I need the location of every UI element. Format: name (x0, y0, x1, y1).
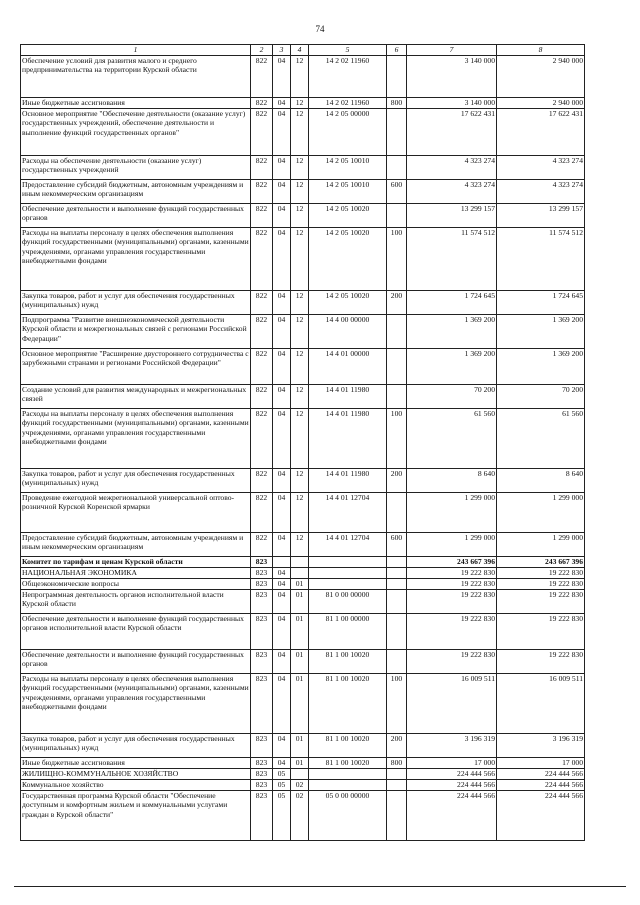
cell-target-article: 14 4 01 00000 (309, 349, 387, 385)
cell-expense-type (387, 385, 407, 409)
cell-subsection: 01 (291, 734, 309, 758)
cell-target-article: 14 2 05 00000 (309, 109, 387, 156)
cell-target-article: 14 2 05 10020 (309, 291, 387, 315)
cell-amount-year-1: 17 000 (407, 758, 497, 769)
cell-section: 04 (273, 568, 291, 579)
cell-section: 04 (273, 590, 291, 614)
cell-section: 04 (273, 493, 291, 533)
cell-subsection: 12 (291, 469, 309, 493)
cell-expense-type (387, 109, 407, 156)
cell-amount-year-1: 8 640 (407, 469, 497, 493)
cell-name: Государственная программа Курской области "Обеспечение доступным и комфортным жильем и коммунальными услугами граждан в Курской области" (21, 791, 251, 841)
cell-amount-year-1: 16 009 511 (407, 674, 497, 734)
cell-ministry: 823 (251, 557, 273, 568)
cell-section: 04 (273, 409, 291, 469)
table-row (21, 204, 585, 228)
table-row (21, 650, 585, 674)
cell-expense-type (387, 204, 407, 228)
cell-name: Закупка товаров, работ и услуг для обеспечения государственных (муниципальных) нужд (21, 469, 251, 493)
table-row (21, 469, 585, 493)
cell-ministry: 822 (251, 533, 273, 557)
cell-target-article: 14 2 02 11960 (309, 98, 387, 109)
column-header: 8 (497, 45, 585, 56)
cell-amount-year-2: 224 444 566 (497, 791, 585, 841)
cell-subsection: 12 (291, 291, 309, 315)
cell-target-article: 14 2 05 10010 (309, 156, 387, 180)
cell-expense-type (387, 791, 407, 841)
cell-amount-year-1: 19 222 830 (407, 590, 497, 614)
table-row (21, 109, 585, 156)
cell-amount-year-1: 3 140 000 (407, 98, 497, 109)
cell-subsection: 01 (291, 579, 309, 590)
cell-ministry: 822 (251, 349, 273, 385)
cell-amount-year-1: 224 444 566 (407, 780, 497, 791)
cell-expense-type (387, 493, 407, 533)
cell-amount-year-1: 243 667 396 (407, 557, 497, 568)
cell-name: Основное мероприятие "Расширение двустороннего сотрудничества с зарубежными странами и регионами Российской Федерации" (21, 349, 251, 385)
table-row (21, 769, 585, 780)
cell-amount-year-1: 224 444 566 (407, 791, 497, 841)
cell-amount-year-2: 1 369 200 (497, 315, 585, 349)
cell-target-article (309, 769, 387, 780)
cell-amount-year-2: 224 444 566 (497, 769, 585, 780)
cell-amount-year-2: 19 222 830 (497, 590, 585, 614)
cell-name: Коммунальное хозяйство (21, 780, 251, 791)
cell-name: Подпрограмма "Развитие внешнеэкономической деятельности Курской области и межрегиональных связей с регионами Российской Федерации" (21, 315, 251, 349)
cell-name: Расходы на выплаты персоналу в целях обеспечения выполнения функций государственными (муниципальными) органами, казенными учреждениями, органами управления государственными внебюджетными фондами (21, 409, 251, 469)
cell-ministry: 823 (251, 734, 273, 758)
cell-ministry: 823 (251, 614, 273, 650)
cell-subsection: 12 (291, 385, 309, 409)
cell-section: 04 (273, 579, 291, 590)
cell-subsection: 12 (291, 228, 309, 291)
cell-section: 04 (273, 109, 291, 156)
cell-name: Предоставление субсидий бюджетным, автономным учреждениям и иным некоммерческим организациям (21, 180, 251, 204)
cell-section: 04 (273, 533, 291, 557)
cell-name: Обеспечение деятельности и выполнение функций государственных органов (21, 650, 251, 674)
cell-section: 05 (273, 791, 291, 841)
cell-amount-year-2: 1 724 645 (497, 291, 585, 315)
cell-amount-year-2: 19 222 830 (497, 568, 585, 579)
cell-target-article (309, 568, 387, 579)
cell-ministry: 823 (251, 780, 273, 791)
cell-ministry: 823 (251, 769, 273, 780)
cell-subsection: 12 (291, 204, 309, 228)
cell-amount-year-1: 4 323 274 (407, 180, 497, 204)
cell-amount-year-1: 19 222 830 (407, 568, 497, 579)
table-body (21, 56, 585, 841)
cell-expense-type (387, 769, 407, 780)
column-header: 2 (251, 45, 273, 56)
cell-subsection: 12 (291, 493, 309, 533)
cell-target-article: 14 4 00 00000 (309, 315, 387, 349)
cell-section: 04 (273, 56, 291, 98)
table-row (21, 349, 585, 385)
table-row (21, 734, 585, 758)
cell-amount-year-2: 4 323 274 (497, 156, 585, 180)
cell-subsection: 12 (291, 409, 309, 469)
cell-name: Обеспечение деятельности и выполнение функций государственных органов исполнительной власти Курской области (21, 614, 251, 650)
table-row (21, 590, 585, 614)
cell-amount-year-2: 2 940 000 (497, 56, 585, 98)
cell-subsection: 02 (291, 791, 309, 841)
cell-amount-year-1: 224 444 566 (407, 769, 497, 780)
cell-expense-type (387, 56, 407, 98)
cell-expense-type (387, 650, 407, 674)
cell-amount-year-2: 1 369 200 (497, 349, 585, 385)
cell-subsection (291, 568, 309, 579)
cell-amount-year-1: 1 369 200 (407, 315, 497, 349)
cell-name: Иные бюджетные ассигнования (21, 758, 251, 769)
cell-ministry: 823 (251, 791, 273, 841)
cell-target-article: 81 1 00 10020 (309, 650, 387, 674)
page-number: 74 (315, 24, 325, 34)
cell-name: Проведение ежегодной межрегиональной универсальной оптово-розничной Курской Коренской ярмарки (21, 493, 251, 533)
table-row (21, 614, 585, 650)
cell-section: 04 (273, 674, 291, 734)
cell-amount-year-2: 8 640 (497, 469, 585, 493)
cell-target-article: 14 2 05 10020 (309, 228, 387, 291)
column-header: 3 (273, 45, 291, 56)
table-row (21, 557, 585, 568)
cell-section: 04 (273, 204, 291, 228)
cell-section: 04 (273, 291, 291, 315)
cell-expense-type: 100 (387, 674, 407, 734)
cell-ministry: 822 (251, 469, 273, 493)
cell-ministry: 822 (251, 98, 273, 109)
cell-ministry: 822 (251, 180, 273, 204)
cell-ministry: 822 (251, 56, 273, 98)
cell-amount-year-1: 3 196 319 (407, 734, 497, 758)
cell-expense-type: 200 (387, 291, 407, 315)
cell-expense-type (387, 780, 407, 791)
cell-subsection: 01 (291, 674, 309, 734)
cell-subsection: 02 (291, 780, 309, 791)
cell-subsection (291, 557, 309, 568)
cell-section: 04 (273, 650, 291, 674)
cell-name: Закупка товаров, работ и услуг для обеспечения государственных (муниципальных) нужд (21, 291, 251, 315)
column-header: 7 (407, 45, 497, 56)
cell-section: 04 (273, 315, 291, 349)
table-row (21, 315, 585, 349)
cell-expense-type (387, 614, 407, 650)
cell-subsection: 12 (291, 156, 309, 180)
cell-target-article: 14 4 01 11980 (309, 469, 387, 493)
table-row (21, 156, 585, 180)
cell-section: 05 (273, 769, 291, 780)
cell-name: ЖИЛИЩНО-КОММУНАЛЬНОЕ ХОЗЯЙСТВО (21, 769, 251, 780)
cell-subsection: 12 (291, 109, 309, 156)
cell-amount-year-1: 4 323 274 (407, 156, 497, 180)
table-row (21, 291, 585, 315)
cell-target-article (309, 780, 387, 791)
cell-amount-year-2: 243 667 396 (497, 557, 585, 568)
cell-subsection: 01 (291, 758, 309, 769)
cell-amount-year-1: 19 222 830 (407, 650, 497, 674)
cell-amount-year-2: 61 560 (497, 409, 585, 469)
cell-ministry: 823 (251, 579, 273, 590)
cell-ministry: 823 (251, 758, 273, 769)
cell-amount-year-1: 13 299 157 (407, 204, 497, 228)
cell-amount-year-1: 19 222 830 (407, 579, 497, 590)
table-row (21, 758, 585, 769)
cell-subsection: 12 (291, 56, 309, 98)
column-header: 5 (309, 45, 387, 56)
cell-amount-year-1: 3 140 000 (407, 56, 497, 98)
cell-amount-year-2: 19 222 830 (497, 614, 585, 650)
table-row (21, 385, 585, 409)
cell-subsection (291, 769, 309, 780)
cell-subsection: 12 (291, 349, 309, 385)
cell-ministry: 823 (251, 568, 273, 579)
cell-expense-type: 800 (387, 758, 407, 769)
cell-section: 04 (273, 614, 291, 650)
table-row (21, 56, 585, 98)
cell-section: 04 (273, 98, 291, 109)
cell-amount-year-1: 1 724 645 (407, 291, 497, 315)
cell-ministry: 822 (251, 409, 273, 469)
cell-section: 04 (273, 156, 291, 180)
cell-name: Создание условий для развития международных и межрегиональных связей (21, 385, 251, 409)
cell-expense-type: 100 (387, 409, 407, 469)
cell-amount-year-1: 1 369 200 (407, 349, 497, 385)
cell-expense-type: 200 (387, 469, 407, 493)
cell-amount-year-1: 19 222 830 (407, 614, 497, 650)
cell-target-article: 81 1 00 10020 (309, 674, 387, 734)
cell-amount-year-2: 4 323 274 (497, 180, 585, 204)
cell-target-article: 81 0 00 00000 (309, 590, 387, 614)
cell-target-article: 81 1 00 10020 (309, 734, 387, 758)
cell-ministry: 822 (251, 228, 273, 291)
cell-subsection: 01 (291, 614, 309, 650)
cell-name: НАЦИОНАЛЬНАЯ ЭКОНОМИКА (21, 568, 251, 579)
cell-amount-year-1: 1 299 000 (407, 493, 497, 533)
cell-amount-year-2: 70 200 (497, 385, 585, 409)
table-header-row (21, 45, 585, 56)
cell-ministry: 822 (251, 385, 273, 409)
cell-target-article: 14 2 02 11960 (309, 56, 387, 98)
cell-subsection: 12 (291, 315, 309, 349)
table-row (21, 791, 585, 841)
cell-expense-type (387, 349, 407, 385)
cell-target-article: 14 4 01 11980 (309, 385, 387, 409)
cell-target-article: 14 2 05 10020 (309, 204, 387, 228)
cell-ministry: 823 (251, 590, 273, 614)
cell-target-article (309, 579, 387, 590)
cell-amount-year-2: 224 444 566 (497, 780, 585, 791)
cell-name: Комитет по тарифам и ценам Курской области (21, 557, 251, 568)
cell-target-article: 14 2 05 10010 (309, 180, 387, 204)
cell-ministry: 822 (251, 291, 273, 315)
cell-name: Расходы на выплаты персоналу в целях обеспечения выполнения функций государственными (муниципальными) органами, казенными учреждениями, органами управления государственными внебюджетными фондами (21, 228, 251, 291)
table-row (21, 533, 585, 557)
cell-expense-type (387, 579, 407, 590)
table-row (21, 409, 585, 469)
table-row (21, 674, 585, 734)
cell-name: Предоставление субсидий бюджетным, автономным учреждениям и иным некоммерческим организациям (21, 533, 251, 557)
cell-section: 04 (273, 180, 291, 204)
cell-target-article: 05 0 00 00000 (309, 791, 387, 841)
cell-section: 04 (273, 758, 291, 769)
cell-ministry: 822 (251, 156, 273, 180)
table-row (21, 98, 585, 109)
table-row (21, 780, 585, 791)
cell-section: 05 (273, 780, 291, 791)
page-bottom-rule (14, 886, 626, 887)
cell-amount-year-1: 61 560 (407, 409, 497, 469)
column-header: 4 (291, 45, 309, 56)
cell-amount-year-2: 19 222 830 (497, 579, 585, 590)
cell-name: Расходы на выплаты персоналу в целях обеспечения выполнения функций государственными (муниципальными) органами, казенными учреждениями, органами управления государственными внебюджетными фондами (21, 674, 251, 734)
cell-ministry: 822 (251, 493, 273, 533)
cell-section: 04 (273, 469, 291, 493)
cell-expense-type (387, 315, 407, 349)
cell-amount-year-2: 17 622 431 (497, 109, 585, 156)
budget-table (20, 44, 585, 841)
cell-amount-year-2: 16 009 511 (497, 674, 585, 734)
cell-section: 04 (273, 385, 291, 409)
cell-target-article: 81 1 00 10020 (309, 758, 387, 769)
cell-expense-type (387, 557, 407, 568)
cell-name: Обеспечение условий для развития малого и среднего предпринимательства на территории Курской области (21, 56, 251, 98)
cell-section: 04 (273, 734, 291, 758)
cell-section: 04 (273, 228, 291, 291)
cell-section (273, 557, 291, 568)
cell-ministry: 823 (251, 674, 273, 734)
cell-name: Расходы на обеспечение деятельности (оказание услуг) государственных учреждений (21, 156, 251, 180)
cell-expense-type (387, 590, 407, 614)
cell-subsection: 01 (291, 590, 309, 614)
table-row (21, 228, 585, 291)
cell-subsection: 12 (291, 98, 309, 109)
cell-expense-type: 600 (387, 533, 407, 557)
cell-ministry: 822 (251, 109, 273, 156)
column-header: 1 (21, 45, 251, 56)
cell-amount-year-2: 2 940 000 (497, 98, 585, 109)
cell-amount-year-2: 19 222 830 (497, 650, 585, 674)
cell-subsection: 01 (291, 650, 309, 674)
cell-amount-year-1: 70 200 (407, 385, 497, 409)
cell-expense-type: 100 (387, 228, 407, 291)
cell-name: Основное мероприятие "Обеспечение деятельности (оказание услуг) государственных учреждений, обеспечение деятельности и выполнение функций государственных органов" (21, 109, 251, 156)
cell-subsection: 12 (291, 533, 309, 557)
cell-amount-year-2: 17 000 (497, 758, 585, 769)
cell-expense-type (387, 568, 407, 579)
cell-name: Иные бюджетные ассигнования (21, 98, 251, 109)
cell-target-article: 14 4 01 12704 (309, 493, 387, 533)
cell-target-article: 81 1 00 00000 (309, 614, 387, 650)
cell-amount-year-2: 13 299 157 (497, 204, 585, 228)
cell-amount-year-2: 1 299 000 (497, 493, 585, 533)
cell-ministry: 823 (251, 650, 273, 674)
cell-amount-year-2: 1 299 000 (497, 533, 585, 557)
cell-ministry: 822 (251, 315, 273, 349)
cell-expense-type: 600 (387, 180, 407, 204)
cell-name: Общеэкономические вопросы (21, 579, 251, 590)
cell-amount-year-1: 1 299 000 (407, 533, 497, 557)
cell-name: Закупка товаров, работ и услуг для обеспечения государственных (муниципальных) нужд (21, 734, 251, 758)
table-row (21, 568, 585, 579)
table-row (21, 579, 585, 590)
cell-name: Непрограммная деятельность органов исполнительной власти Курской области (21, 590, 251, 614)
cell-subsection: 12 (291, 180, 309, 204)
cell-amount-year-1: 11 574 512 (407, 228, 497, 291)
cell-amount-year-2: 11 574 512 (497, 228, 585, 291)
cell-section: 04 (273, 349, 291, 385)
cell-amount-year-1: 17 622 431 (407, 109, 497, 156)
cell-target-article: 14 4 01 12704 (309, 533, 387, 557)
cell-expense-type (387, 156, 407, 180)
table-row (21, 493, 585, 533)
cell-ministry: 822 (251, 204, 273, 228)
column-header: 6 (387, 45, 407, 56)
cell-expense-type: 200 (387, 734, 407, 758)
table-row (21, 180, 585, 204)
cell-expense-type: 800 (387, 98, 407, 109)
cell-name: Обеспечение деятельности и выполнение функций государственных органов (21, 204, 251, 228)
cell-amount-year-2: 3 196 319 (497, 734, 585, 758)
cell-target-article: 14 4 01 11980 (309, 409, 387, 469)
cell-target-article (309, 557, 387, 568)
